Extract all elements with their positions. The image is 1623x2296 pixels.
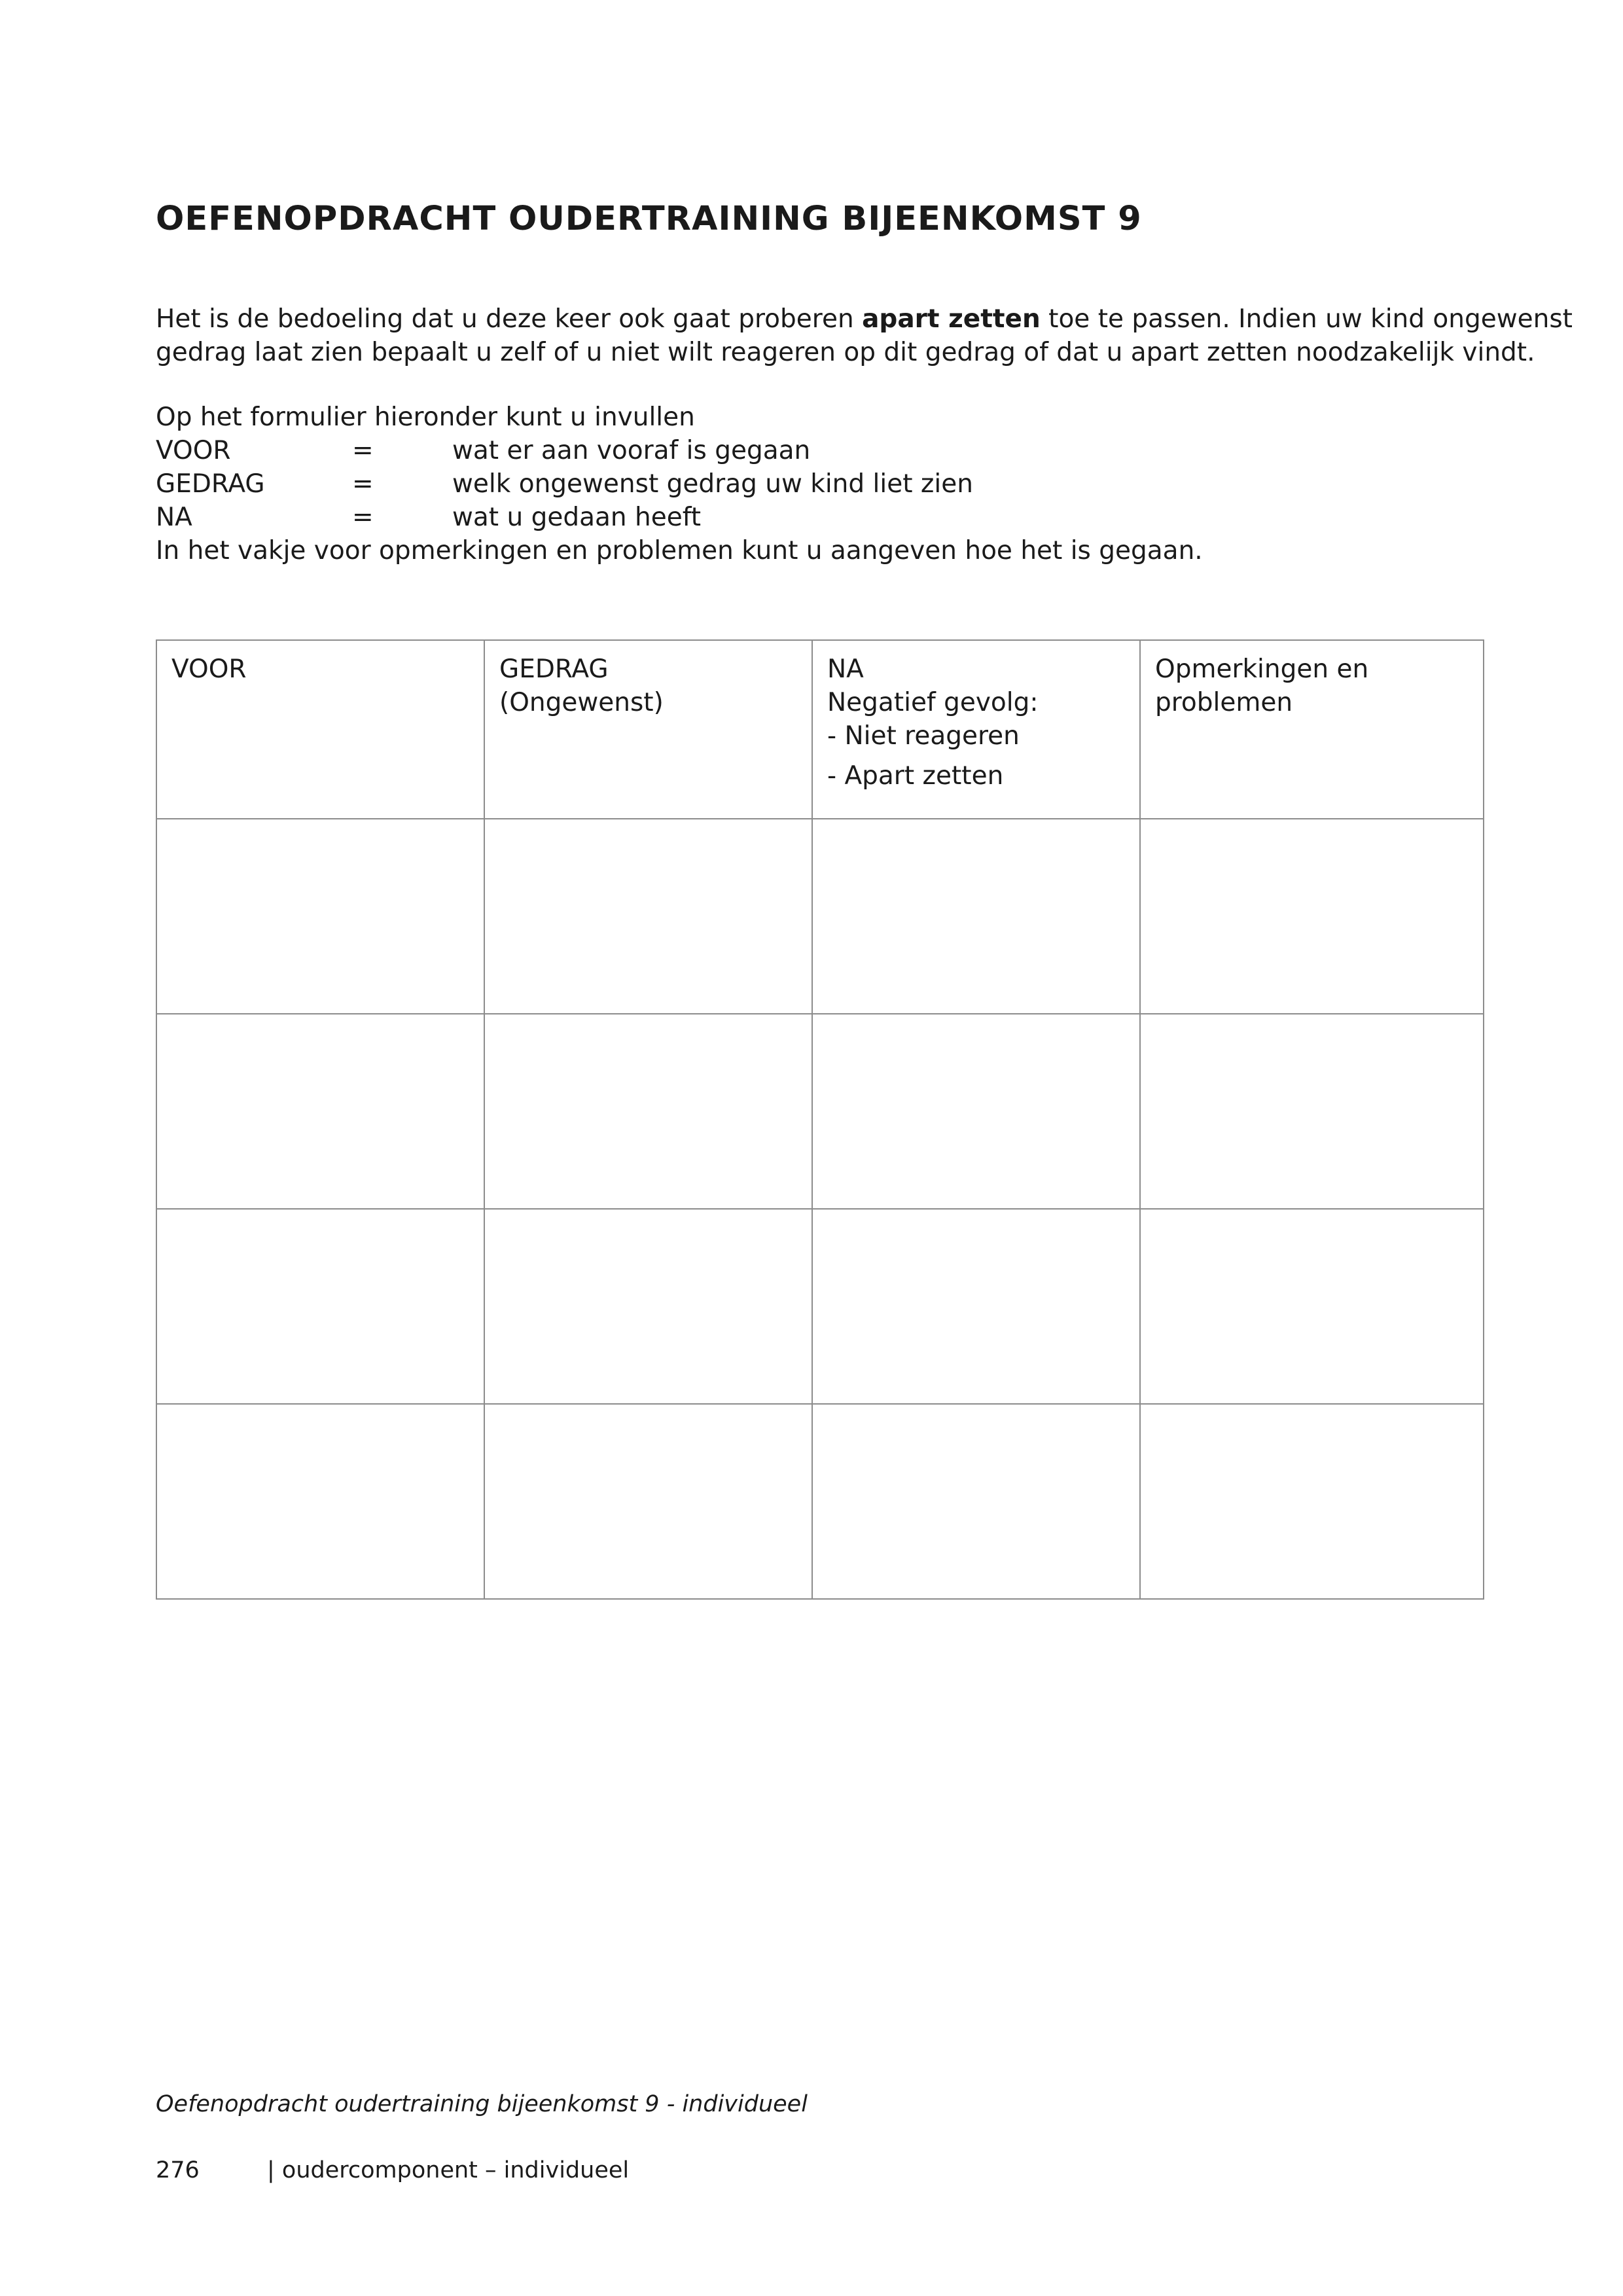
header-voor — [156, 640, 484, 819]
definition-term: VOOR — [156, 436, 231, 465]
intro-emphasis: apart zetten — [862, 304, 1041, 334]
definition-meaning: wat er aan vooraf is gegaan — [452, 436, 811, 465]
footer-caption: Oefenopdracht oudertraining bijeenkomst 9 - individueel — [156, 2091, 808, 2117]
header-na-label: NA — [827, 655, 864, 684]
table-row — [156, 1404, 1484, 1599]
section-label: | oudercomponent – individueel — [267, 2157, 630, 2183]
header-opmerkingen-label: Opmerkingen en — [1155, 655, 1369, 684]
header-gedrag-label: GEDRAG — [499, 655, 609, 684]
definition-equals: = — [352, 436, 374, 465]
cell-voor[interactable] — [156, 819, 484, 1014]
table-header-row — [156, 640, 1484, 819]
intro-line-1 — [156, 302, 1573, 336]
definition-gedrag — [156, 467, 1484, 501]
instructions — [156, 401, 1484, 567]
intro-text-after: toe te passen. Indien uw kind ongewenst — [1040, 304, 1573, 334]
definition-meaning: wat u gedaan heeft — [452, 503, 702, 532]
table-row — [156, 819, 1484, 1014]
cell-gedrag[interactable] — [484, 1014, 812, 1209]
intro-line-2: gedrag laat zien bepaalt u zelf of u niet wilt reageren op dit gedrag of dat u apart zetten noodzakelijk vindt. — [156, 338, 1535, 367]
cell-opmerkingen[interactable] — [1140, 1209, 1484, 1404]
page-title: OEFENOPDRACHT OUDERTRAINING BIJEENKOMST 9 — [156, 200, 1142, 238]
cell-na[interactable] — [812, 1014, 1140, 1209]
cell-voor[interactable] — [156, 1014, 484, 1209]
page-number: 276 — [156, 2157, 200, 2183]
header-gedrag-sublabel: (Ongewenst) — [499, 688, 664, 717]
definition-equals: = — [352, 469, 374, 499]
header-na-option-2: - Apart zetten — [827, 761, 1004, 791]
header-na-sublabel: Negatief gevolg: — [827, 688, 1039, 717]
cell-gedrag[interactable] — [484, 819, 812, 1014]
cell-voor[interactable] — [156, 1404, 484, 1599]
header-na — [812, 640, 1140, 819]
definition-voor — [156, 434, 1484, 467]
cell-gedrag[interactable] — [484, 1209, 812, 1404]
header-voor-label: VOOR — [171, 655, 247, 684]
definition-term: GEDRAG — [156, 469, 265, 499]
table-row — [156, 1209, 1484, 1404]
cell-na[interactable] — [812, 819, 1140, 1014]
definition-equals: = — [352, 503, 374, 532]
header-na-option-1: - Niet reageren — [827, 721, 1020, 751]
definition-meaning: welk ongewenst gedrag uw kind liet zien — [452, 469, 973, 499]
definition-na — [156, 501, 1484, 534]
header-gedrag — [484, 640, 812, 819]
cell-opmerkingen[interactable] — [1140, 819, 1484, 1014]
table-row — [156, 1014, 1484, 1209]
cell-opmerkingen[interactable] — [1140, 1404, 1484, 1599]
header-opmerkingen — [1140, 640, 1484, 819]
instructions-lead: Op het formulier hieronder kunt u invullen — [156, 403, 695, 432]
cell-voor[interactable] — [156, 1209, 484, 1404]
cell-na[interactable] — [812, 1209, 1140, 1404]
intro-text-before: Het is de bedoeling dat u deze keer ook gaat proberen — [156, 304, 863, 334]
observation-form-table — [156, 639, 1484, 1600]
header-opmerkingen-label-2: problemen — [1155, 688, 1293, 717]
instructions-closing: In het vakje voor opmerkingen en problemen kunt u aangeven hoe het is gegaan. — [156, 536, 1203, 565]
intro-paragraph — [156, 302, 1573, 369]
cell-gedrag[interactable] — [484, 1404, 812, 1599]
definition-term: NA — [156, 503, 192, 532]
cell-opmerkingen[interactable] — [1140, 1014, 1484, 1209]
cell-na[interactable] — [812, 1404, 1140, 1599]
